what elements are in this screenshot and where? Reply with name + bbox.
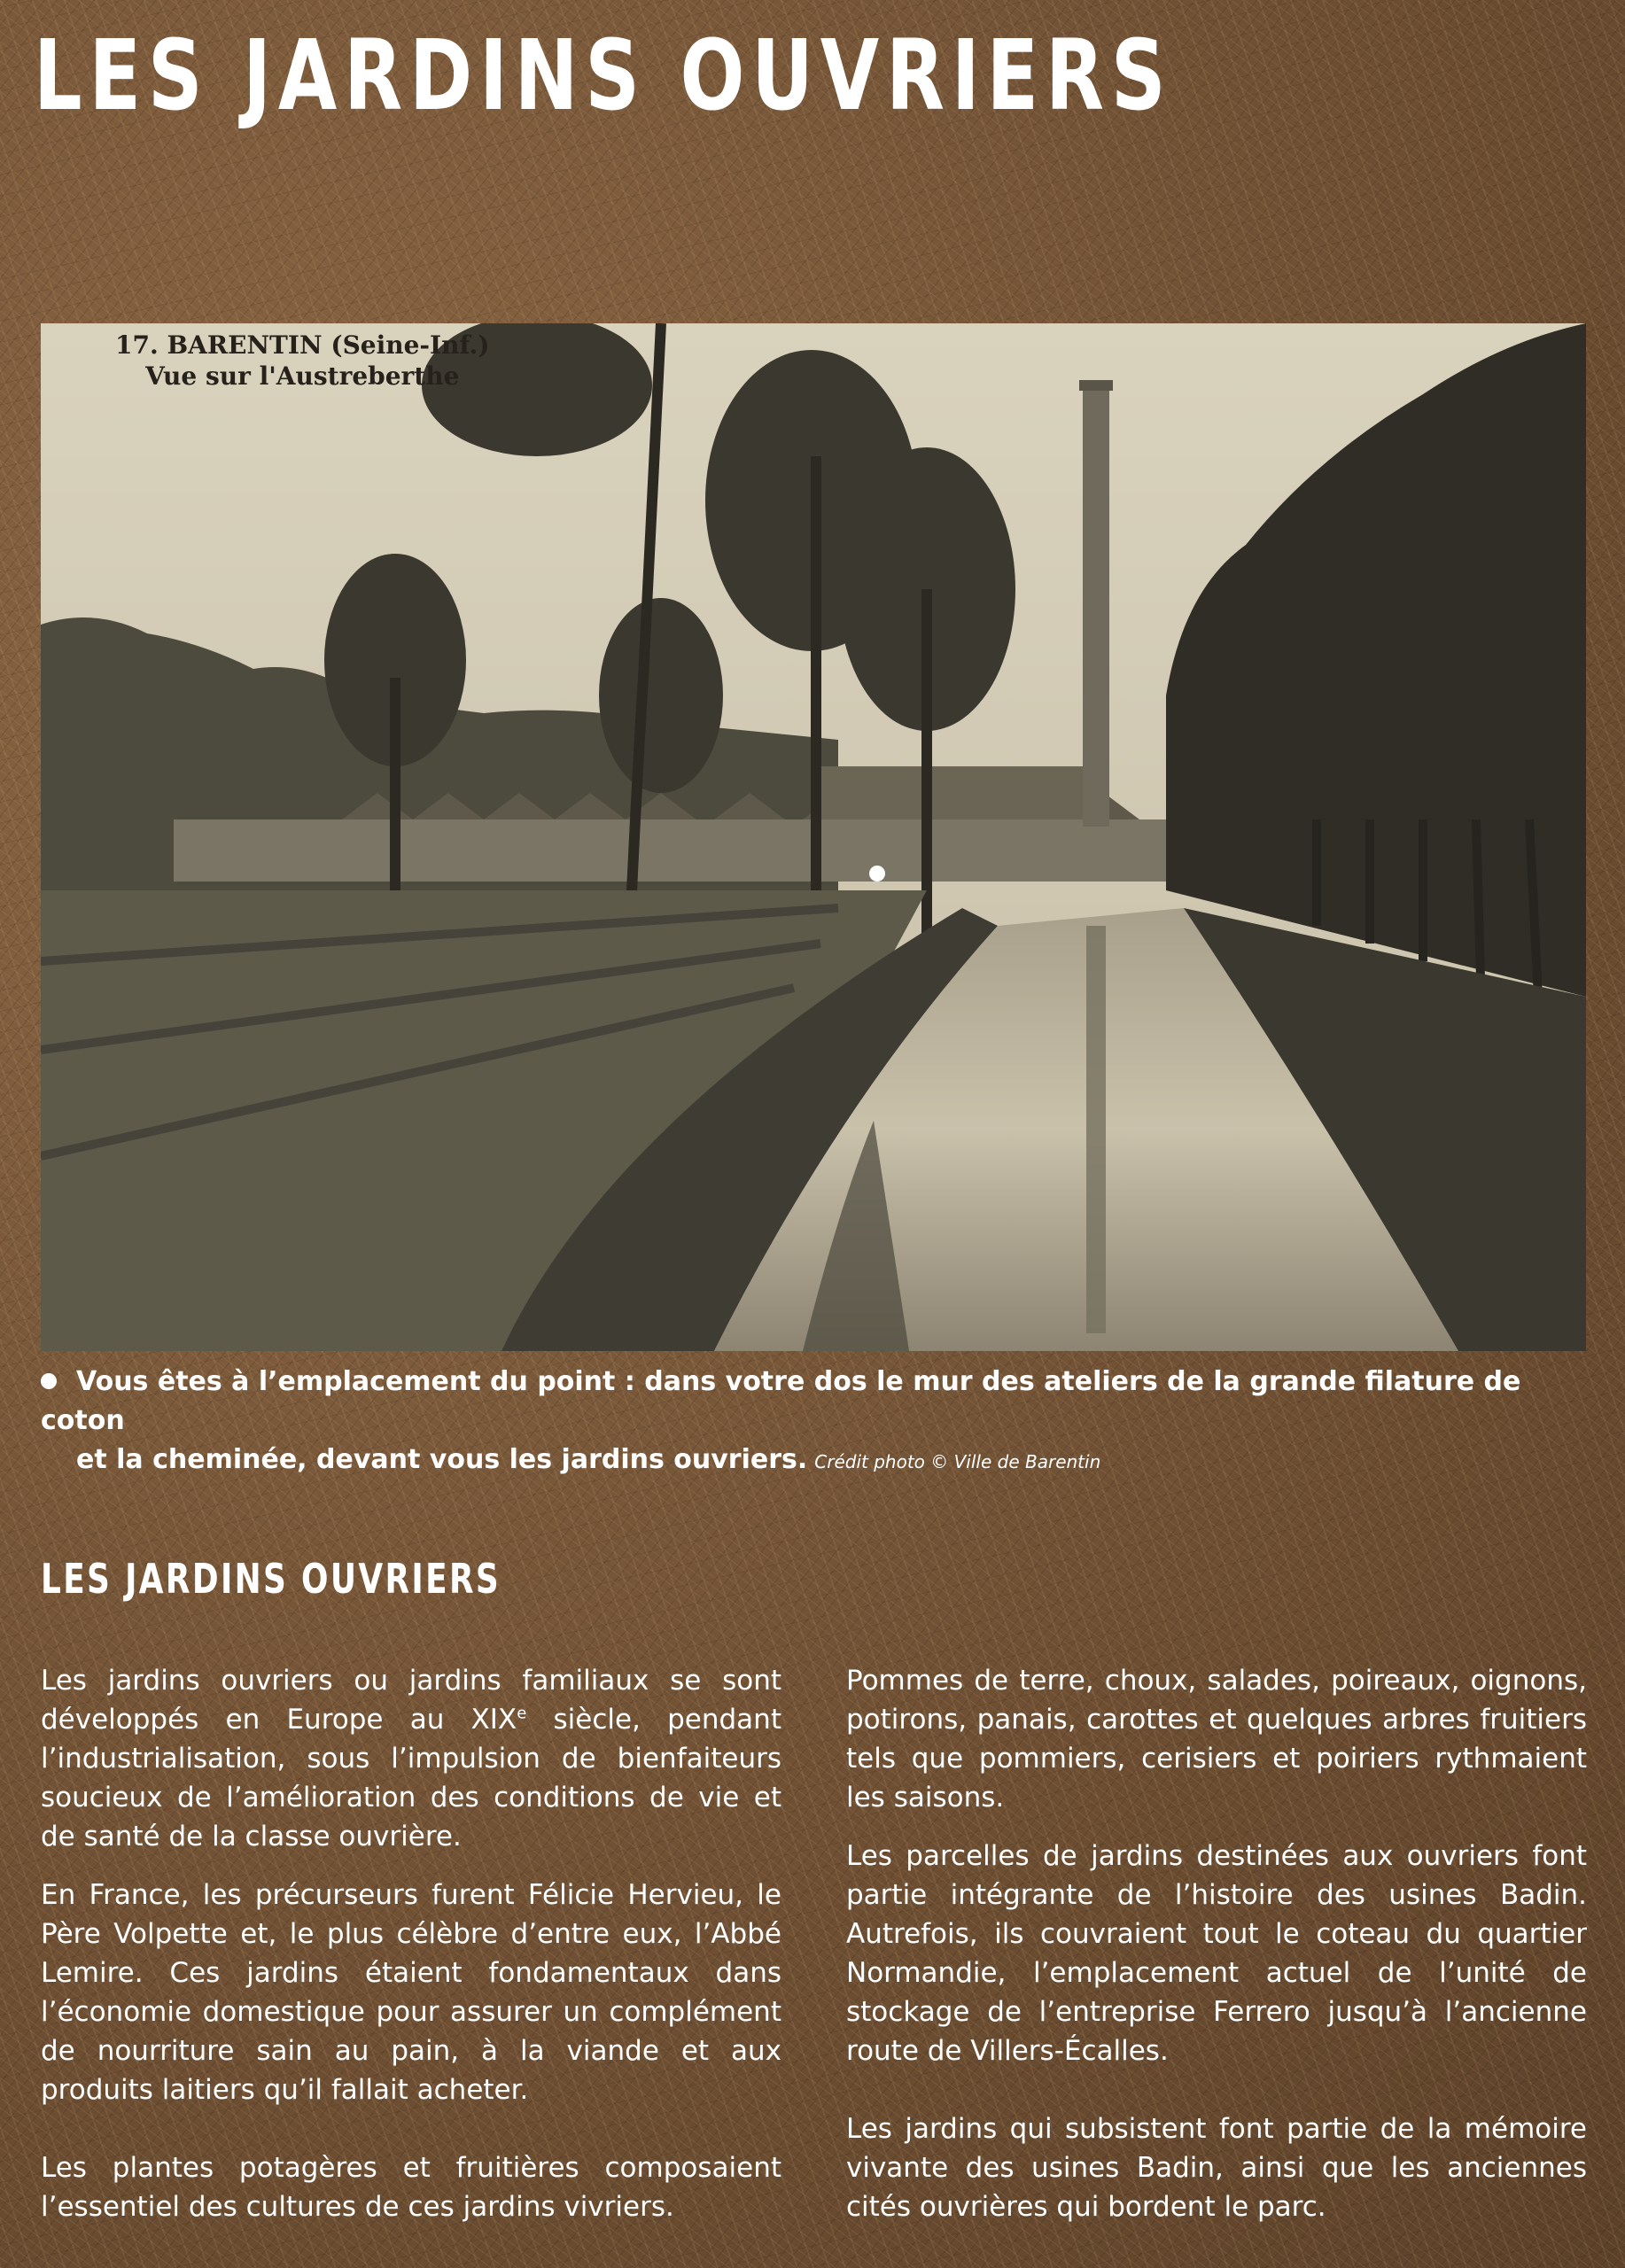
postcard-caption-line-1: 17. BARENTIN (Seine-Inf.) xyxy=(115,330,490,360)
caption-line-2: et la cheminée, devant vous les jardins ouvriers. xyxy=(76,1444,808,1475)
photo-credit: Crédit photo © Ville de Barentin xyxy=(814,1451,1101,1472)
right-text-column xyxy=(846,1661,1587,2246)
left-paragraph-2: En France, les précurseurs furent Félicie Hervieu, le Père Volpette et, le plus célèbre d’entre eux, l’Abbé Lemire. Ces jardins étaient fondamentaux dans l’économie domestique pour assurer un complément de nourriture sain au pain, à la viande et aux produits laitiers qu’il fallait acheter. xyxy=(41,1879,781,2106)
left-paragraph-1: Les jardins ouvriers ou jardins familiaux se sont développés en Europe au XIXe siècle, pendant l’industrialisation, sous l’impulsion de bienfaiteurs soucieux de l’amélioration des conditions de vie et de santé de la classe ouvrière. xyxy=(41,1665,781,1852)
section-title: LES JARDINS OUVRIERS xyxy=(41,1555,501,1603)
right-paragraph-3: Les jardins qui subsistent font partie de la mémoire vivante des usines Badin, ainsi que les anciennes cités ouvrières qui bordent le parc. xyxy=(846,2113,1587,2223)
postcard-caption-line-2: Vue sur l'Austreberthe xyxy=(145,361,460,391)
photo-caption xyxy=(41,1363,1591,1481)
left-paragraph-3: Les plantes potagères et fruitières composaient l’essentiel des cultures de ces jardins vivriers. xyxy=(41,2152,781,2223)
location-marker-icon xyxy=(869,866,885,882)
right-paragraph-1: Pommes de terre, choux, salades, poireaux, oignons, potirons, panais, carottes et quelques arbres fruitiers tels que pommiers, cerisiers et poiriers rythmaient les saisons. xyxy=(846,1665,1587,1814)
bullet-icon xyxy=(41,1373,57,1389)
right-paragraph-2: Les parcelles de jardins destinées aux ouvriers font partie intégrante de l’histoire des usines Badin. Autrefois, ils couvraient tout le coteau du quartier Normandie, l’emplacement actuel de l’unité de stockage de l’entreprise Ferrero jusqu’à l’ancienne route de Villers-Écalles. xyxy=(846,1840,1587,2067)
page-title: LES JARDINS OUVRIERS xyxy=(34,19,1173,132)
postcard-caption xyxy=(115,330,490,392)
left-text-column xyxy=(41,1661,781,2246)
caption-line-1: Vous êtes à l’emplacement du point : dans votre dos le mur des ateliers de la grande filature de coton xyxy=(41,1366,1521,1436)
historic-postcard-photo xyxy=(41,323,1586,1351)
